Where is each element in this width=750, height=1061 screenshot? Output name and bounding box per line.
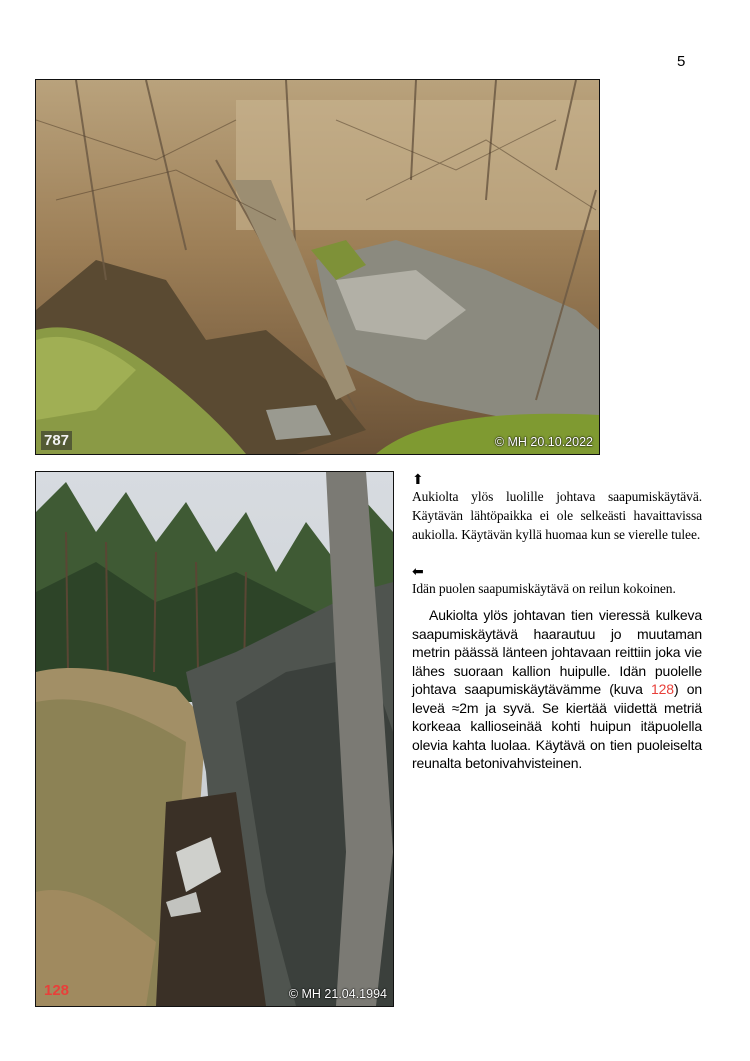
forest-trench-photo xyxy=(36,80,599,454)
photo-reference: 128 xyxy=(651,681,674,697)
photo-number: 128 xyxy=(44,982,70,999)
body-text-end: ) on leveä ≈2m ja syvä. Se kiertää viidettä metriä korkeaa kallioseinää kohti huipun itäpuolella olevia kahta luolaa. Käytävä on tien puoleiselta reunalta betonivahvisteinen. xyxy=(412,681,703,771)
body-paragraph xyxy=(412,606,702,773)
photo-128-rock-trench xyxy=(35,471,394,1007)
up-arrow-icon: ⬆ xyxy=(412,471,424,487)
body-text-start: Aukiolta ylös johtavan tien vieressä kulkeva saapumiskäytävä haarautuu jo muutaman metrin päässä länteen johtavaan reittiin joka vie lähes suoraan kallion huipulle. Idän puolelle johtava saapumiskäytävämme (kuva xyxy=(412,607,702,697)
caption-bottom-photo: Idän puolen saapumiskäytävä on reilun kokoinen. xyxy=(412,581,676,596)
caption-top-photo: Aukiolta ylös luolille johtava saapumiskäytävä. Käytävän lähtöpaikka ei ole selkeästi havaittavissa aukiolla. Käytävän kyllä huomaa kun se vierelle tulee. xyxy=(412,489,702,542)
photo-number: 787 xyxy=(41,431,72,450)
caption-column xyxy=(412,472,702,773)
photo-787-forest-trench xyxy=(35,79,600,455)
left-arrow-icon: ⬅ xyxy=(412,563,424,579)
photo-credit: © MH 21.04.1994 xyxy=(288,987,387,1001)
rock-trench-photo xyxy=(36,472,393,1006)
page-number: 5 xyxy=(677,53,686,70)
photo-credit: © MH 20.10.2022 xyxy=(494,435,593,449)
